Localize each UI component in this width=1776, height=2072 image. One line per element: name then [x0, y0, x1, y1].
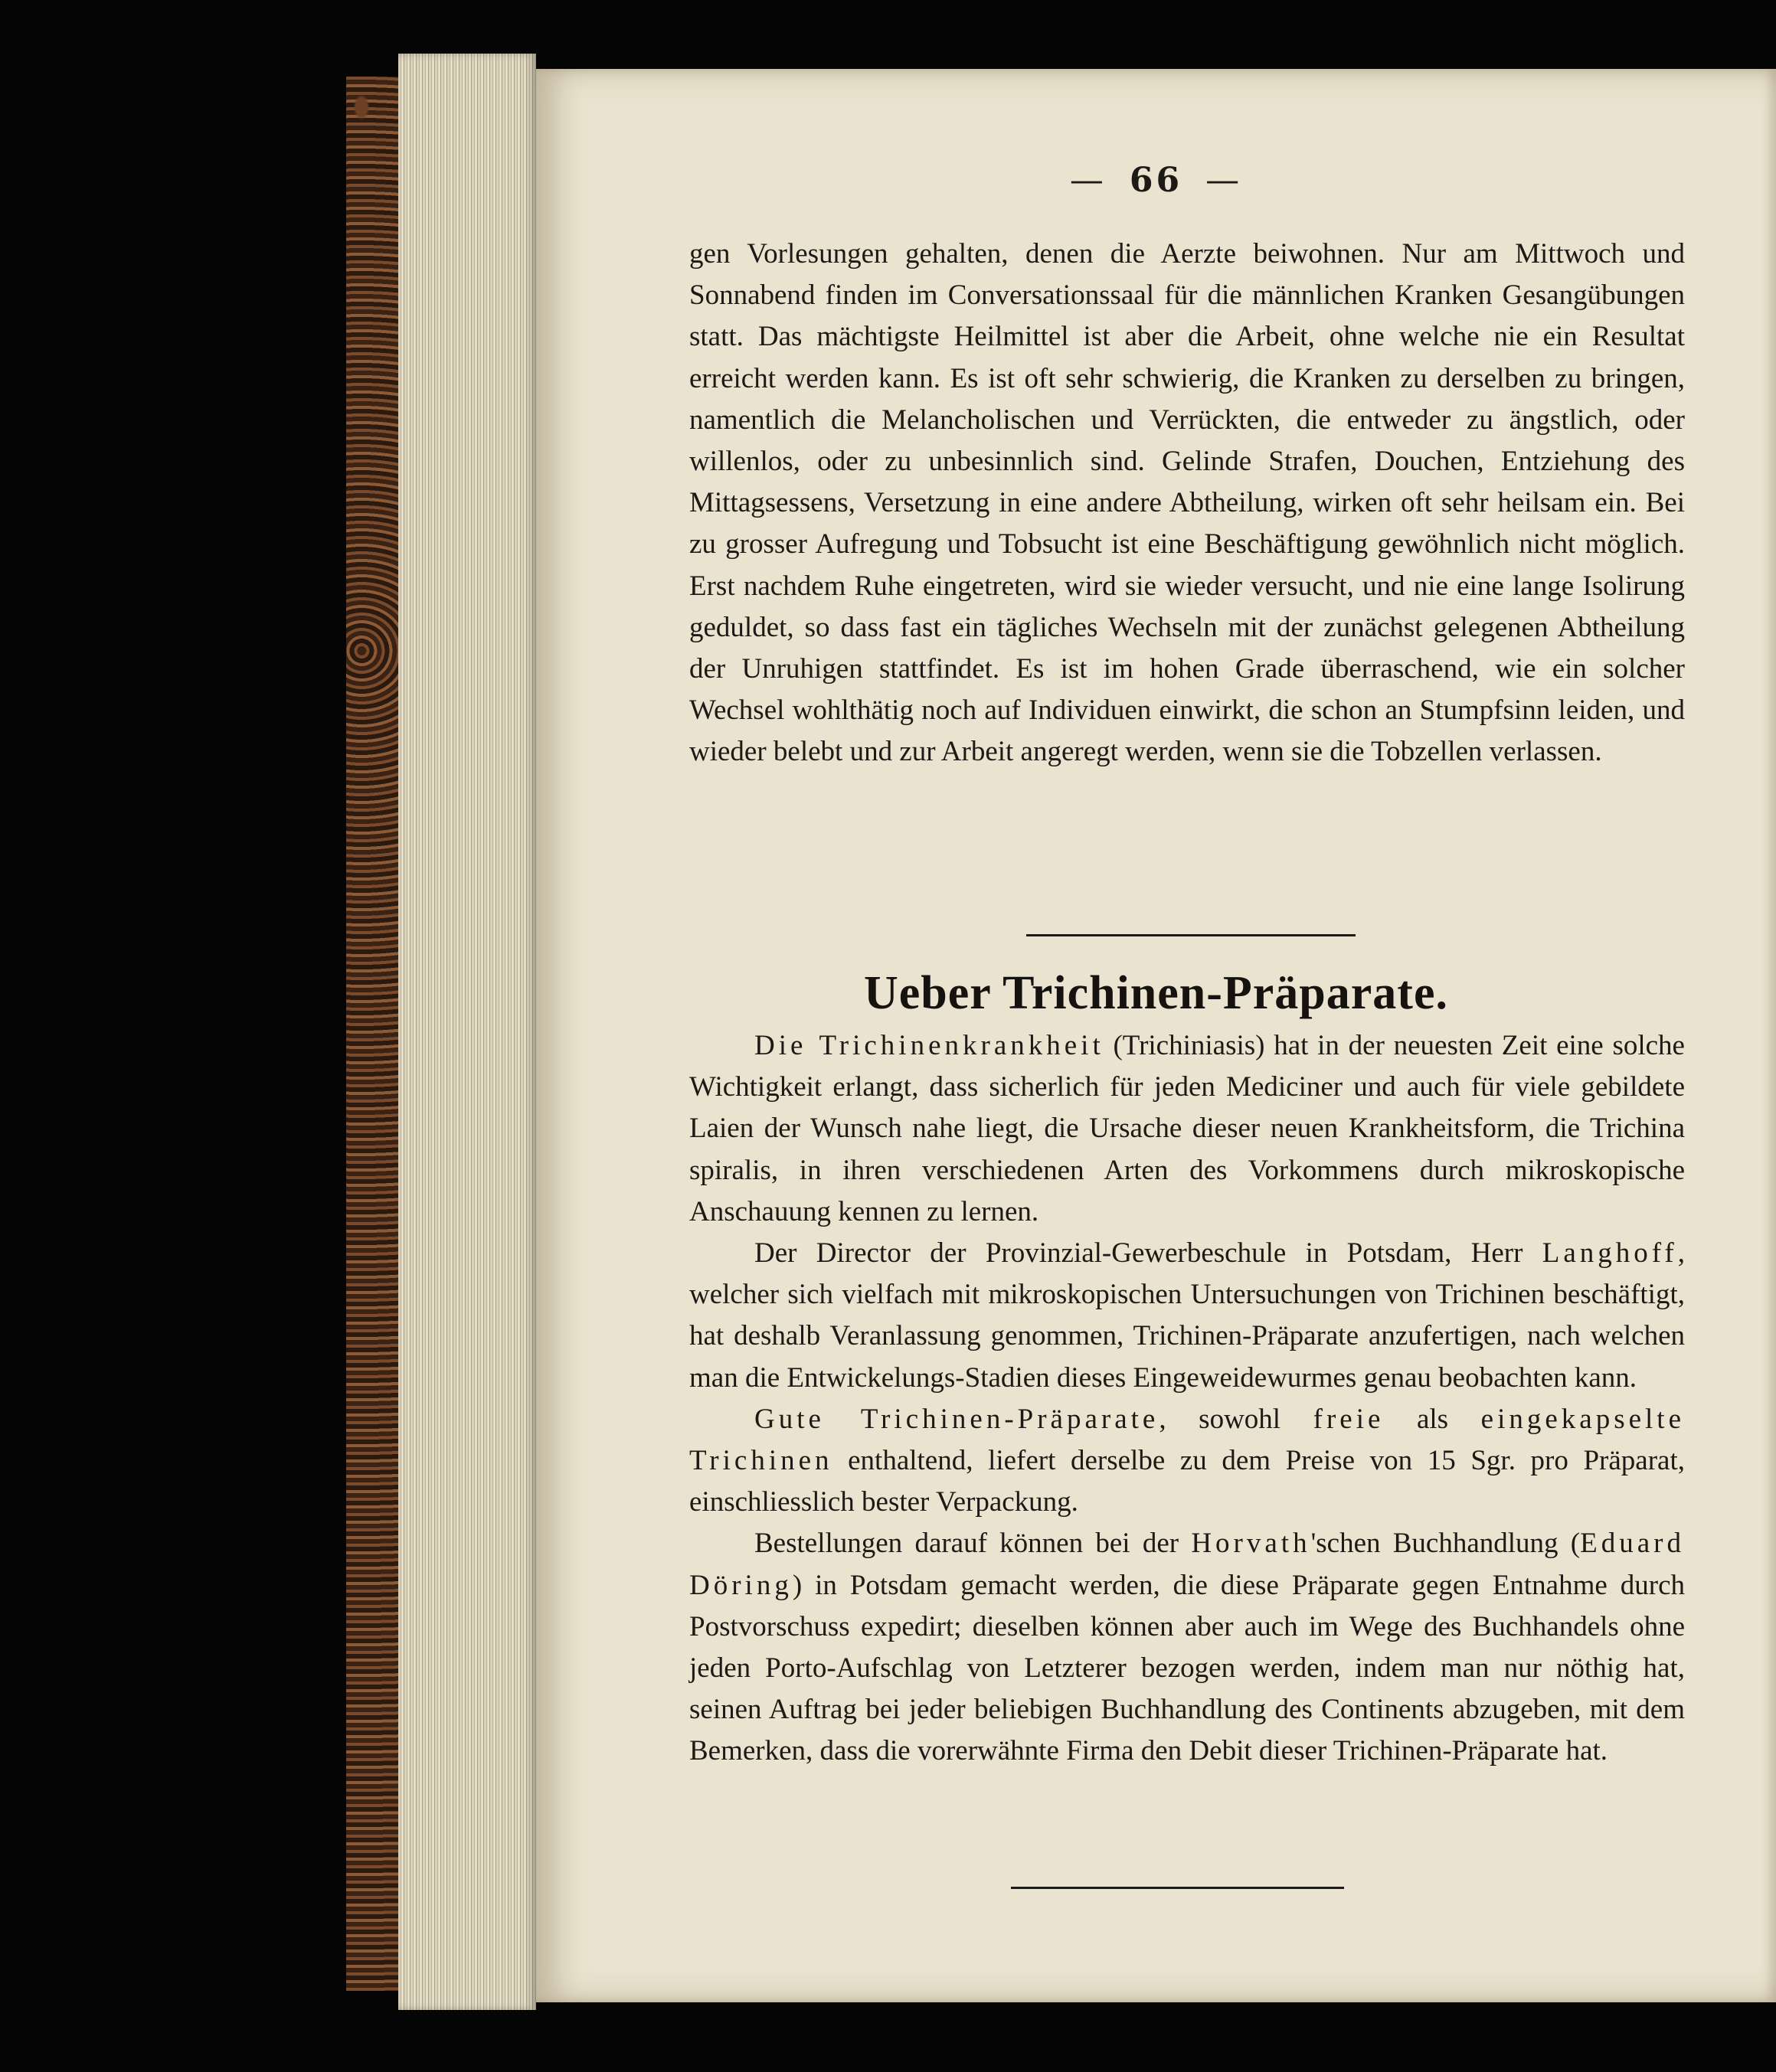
marbled-book-edge [346, 77, 401, 1991]
spaced-term: freie [1313, 1403, 1385, 1435]
spaced-term: Die Trichinenkrankheit [754, 1030, 1104, 1061]
paragraph-text: (Trichiniasis) hat in der neuesten Zeit eine solche Wichtigkeit erlangt, dass sicherlich für jeden Mediciner und auch für viele gebildete Laien der Wunsch nahe liegt, die Ursache dieser neuen Krankheitsform, die Trichina spiralis, in ihren verschiedenen Arten des Vorkommens durch mikroskopische Anschauung kennen zu lernen. [689, 1030, 1685, 1227]
paragraph-text: als [1384, 1403, 1481, 1435]
section-divider [1026, 934, 1356, 936]
end-divider [1011, 1887, 1344, 1889]
spaced-name: Langhoff [1542, 1237, 1678, 1270]
spaced-term: eingekapselte Trichinen [689, 1403, 1686, 1477]
paragraph-4 [689, 1523, 1685, 1772]
paragraph-text: ) in Potsdam gemacht werden, die diese Präparate gegen Entnahme durch Postvorschuss expedirt; dieselben können aber auch im Wege des Buchhandels ohne jeden Porto-Aufschlag von Letzterer bezogen werden, indem man nur nöthig hat, seinen Auftrag bei jeder beliebigen Buchhandlung des Continents abzugeben, mit dem Bemerken, dass die vorerwähnte Firma den Debit dieser Trichinen-Präparate hat. [689, 1569, 1685, 1767]
paragraph-2 [689, 1233, 1685, 1399]
section-heading: Ueber Trichinen-Präparate. [864, 967, 1448, 1019]
section-trichinen-text [689, 1025, 1685, 1773]
paragraph-1 [689, 1025, 1685, 1233]
paragraph-text: enthaltend, liefert derselbe zu dem Preise von 15 Sgr. pro Präparat, einschliesslich bester Verpackung. [689, 1445, 1685, 1518]
page-number-value: 66 [1129, 161, 1183, 200]
page-number-dash-left: — [1069, 161, 1107, 200]
paragraph-3 [689, 1399, 1685, 1524]
book-page [536, 69, 1776, 2002]
paragraph-text: 'schen Buchhandlung ( [1310, 1528, 1581, 1560]
section-continued-text [689, 234, 1685, 773]
page-stack [398, 54, 536, 2010]
paragraph-text: Bestellungen darauf können bei der [754, 1528, 1192, 1560]
paragraph-text: , welcher sich vielfach mit mikroskopischen Untersuchungen von Trichinen beschäftigt, hat deshalb Veranlassung genommen, Trichinen-Präparate anzufertigen, nach welchen man die Entwickelungs-Stadien dieses Eingeweidewurmes genau beobachten kann. [689, 1237, 1685, 1394]
paragraph-text: , sowohl [1159, 1403, 1313, 1435]
spaced-name: Eduard Döring [689, 1528, 1685, 1601]
book [346, 54, 1776, 2010]
page-number [536, 161, 1776, 200]
paragraph-text: Der Director der Provinzial-Gewerbeschule in Potsdam, Herr [754, 1237, 1542, 1270]
spaced-term: Gute Trichinen-Präparate [754, 1403, 1159, 1435]
page-number-dash-right: — [1205, 161, 1243, 200]
spaced-name: Horvath [1191, 1528, 1311, 1560]
paragraph: gen Vorlesungen gehalten, denen die Aerzte beiwohnen. Nur am Mittwoch und Sonnabend finden im Conversationssaal für die männlichen Kranken Gesangübungen statt. Das mächtigste Heilmittel ist aber die Arbeit, ohne welche nie ein Resultat erreicht werden kann. Es ist oft sehr schwierig, die Kranken zu derselben zu bringen, namentlich die Melancholischen und Verrückten, die entweder zu ängstlich, oder willenlos, oder zu unbesinnlich sind. Gelinde Strafen, Douchen, Entziehung des Mittagsessens, Versetzung in eine andere Abtheilung, wirken oft sehr heilsam ein. Bei zu grosser Aufregung und Tobsucht ist eine Beschäftigung gewöhnlich nicht möglich. Erst nachdem Ruhe eingetreten, wird sie wieder versucht, und nie eine lange Isolirung geduldet, so dass fast ein tägliches Wechseln mit der zunächst gelegenen Abtheilung der Unruhigen stattfindet. Es ist im hohen Grade überraschend, wie ein solcher Wechsel wohlthätig noch auf Individuen einwirkt, die schon an Stumpfsinn leiden, und wieder belebt und zur Arbeit angeregt werden, wenn sie die Tobzellen verlassen. [689, 238, 1685, 768]
